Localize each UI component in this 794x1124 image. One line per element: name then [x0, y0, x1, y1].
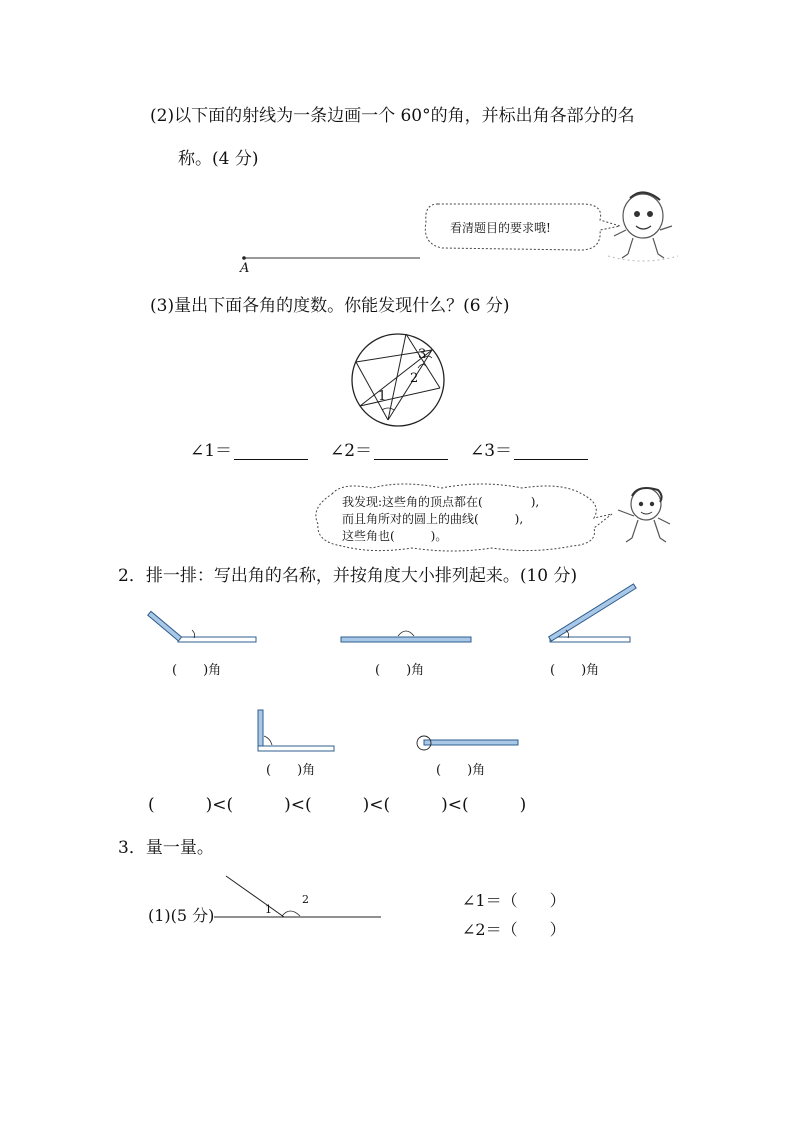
- hint-bubble-2-line3: 这些角也( )。: [342, 529, 448, 543]
- angle-label-2[interactable]: ( )角: [375, 663, 425, 678]
- q3-title: (3)量出下面各角的度数。你能发现什么？(6 分): [150, 296, 510, 316]
- q2-title: 2．排一排：写出角的名称，并按角度大小排列起来。(10 分): [118, 566, 578, 586]
- measure-angle-label-1: 1: [265, 903, 272, 916]
- hint-bubble-2-line1: 我发现:这些角的顶点都在( ),: [342, 495, 540, 509]
- q2-line2: 称。(4 分): [178, 149, 259, 169]
- hint-bubble-1-text: 看清题目的要求哦!: [450, 221, 551, 235]
- answer-angle-3[interactable]: ∠3＝: [470, 443, 588, 460]
- ray-endpoint: [242, 256, 246, 260]
- angle-label-4[interactable]: ( )角: [266, 763, 316, 778]
- cartoon-character-2-icon: [608, 482, 678, 552]
- circle-label-1: 1: [378, 389, 387, 404]
- hint-bubble-2-line2: 而且角所对的圆上的曲线( ),: [342, 512, 524, 526]
- q3-part1-label: (1)(5 分): [148, 906, 215, 925]
- circle-figure[interactable]: [350, 332, 450, 432]
- measure-angle-figure[interactable]: [0, 870, 794, 930]
- order-row[interactable]: ( )<( )<( )<( )<( ): [148, 795, 527, 815]
- point-a-label: A: [240, 261, 250, 276]
- circle-label-3: 3: [418, 347, 427, 362]
- q3-heading: 3．量一量。: [118, 838, 214, 858]
- measure-angle-label-2: 2: [302, 893, 309, 906]
- answer-angle-1[interactable]: ∠1＝: [190, 443, 308, 460]
- q2-line1: (2)以下面的射线为一条边画一个 60°的角，并标出角各部分的名: [150, 106, 635, 126]
- angle-label-1[interactable]: ( )角: [172, 663, 222, 678]
- measure-answer-2[interactable]: ∠2＝（ ）: [462, 920, 566, 939]
- answer-angle-2[interactable]: ∠2＝: [330, 443, 448, 460]
- measure-answer-1[interactable]: ∠1＝（ ）: [462, 891, 566, 910]
- angle-label-3[interactable]: ( )角: [550, 663, 600, 678]
- angle-label-5[interactable]: ( )角: [436, 763, 486, 778]
- cartoon-character-1-icon: [608, 186, 678, 266]
- circle-label-2: 2: [410, 371, 419, 386]
